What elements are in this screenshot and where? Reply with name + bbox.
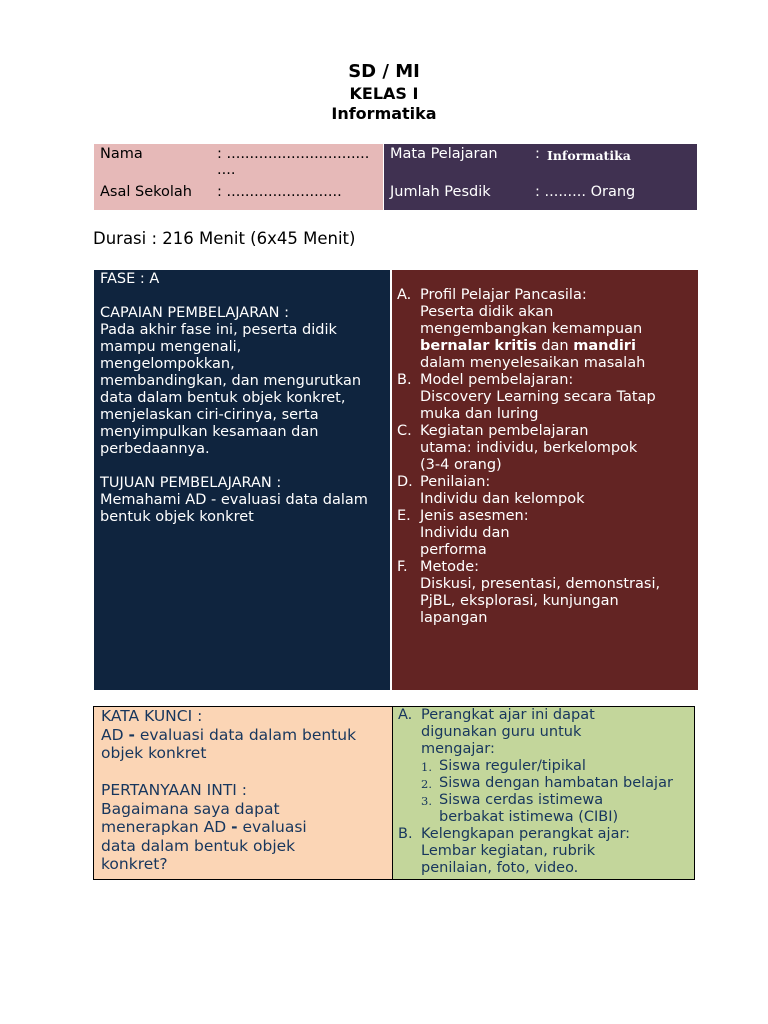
nama-label: Nama [100, 146, 143, 162]
component-item-asesmen: E. Jenis asesmen: Individu dan performa [397, 508, 529, 558]
cp-line: Pada akhir fase ini, peserta didik [100, 322, 337, 338]
component-item-kegiatan: C. Kegiatan pembelajaran utama: individu, berkelompok (3-4 orang) [397, 423, 638, 473]
cp-heading: CAPAIAN PEMBELAJARAN : [100, 305, 289, 321]
keywords-cell [94, 707, 393, 879]
nama-value-cont: .... [217, 162, 236, 178]
tools-item-a: A. Perangkat ajar ini dapat digunakan guru untuk mengajar: 1. Siswa reguler/tipikal 2. Siswa dengan hambatan belajar 3. Siswa cerdas istimewa berbakat istimewa (CIBI) [398, 707, 694, 826]
subject-title: Informatika [331, 104, 437, 123]
cp-line: perbedaannya. [100, 441, 210, 457]
jumlah-value: : ......... Orang [535, 184, 636, 200]
component-item-penilaian: D. Penilaian: Individu dan kelompok [397, 474, 585, 507]
student-type-item: 1. Siswa reguler/tipikal [421, 758, 586, 774]
learning-outcome-panel [94, 270, 390, 690]
tools-cell [393, 707, 694, 879]
mapel-label: Mata Pelajaran [390, 146, 498, 162]
mapel-value: Informatika [547, 148, 631, 163]
cp-line: menyimpulkan kesamaan dan [100, 424, 319, 440]
component-item-model: B. Model pembelajaran: Discovery Learning secara Tatap muka dan luring [397, 372, 656, 422]
school-level-title: SD / MI [348, 61, 420, 82]
cp-line: mengelompokkan, [100, 356, 235, 372]
kata-kunci-text: objek konkret [101, 744, 207, 762]
identity-left-cell [94, 144, 383, 210]
nama-value: : ............................... [217, 146, 370, 162]
cp-line: data dalam bentuk objek konkret, [100, 390, 346, 406]
pertanyaan-inti-text: data dalam bentuk objek [101, 836, 296, 855]
tp-line: bentuk objek konkret [100, 509, 254, 525]
jumlah-label: Jumlah Pesdik [390, 184, 491, 200]
identity-table [94, 144, 697, 210]
duration-text: Durasi : 216 Menit (6x45 Menit) [93, 229, 356, 248]
kata-kunci-heading: KATA KUNCI : [101, 707, 203, 725]
mapel-colon: : [535, 146, 540, 162]
pertanyaan-inti-text: menerapkan AD - evaluasi [101, 818, 307, 836]
pertanyaan-inti-text: konkret? [101, 855, 168, 873]
fase-text: FASE : A [100, 271, 160, 287]
class-title: KELAS I [349, 84, 419, 103]
pertanyaan-inti-heading: PERTANYAAN INTI : [101, 781, 248, 799]
keywords-table [93, 706, 695, 880]
cp-line: mampu mengenali, [100, 339, 242, 355]
student-type-item: 2. Siswa dengan hambatan belajar [421, 775, 673, 791]
identity-right-cell [384, 144, 697, 210]
cp-line: membandingkan, dan mengurutkan [100, 373, 362, 389]
sekolah-label: Asal Sekolah [100, 184, 192, 200]
student-type-item: 3. Siswa cerdas istimewa berbakat istimewa (CIBI) [421, 792, 619, 825]
learning-components-panel [392, 270, 698, 690]
cp-line: menjelaskan ciri-cirinya, serta [100, 407, 319, 423]
kata-kunci-text: AD - evaluasi data dalam bentuk [101, 725, 357, 744]
pertanyaan-inti-text: Bagaimana saya dapat [101, 799, 280, 818]
component-item-profil: A. Profil Pelajar Pancasila: Peserta didik akan mengembangkan kemampuan bernalar kritis dan mandiri dalam menyelesaikan masalah [397, 287, 646, 371]
tp-heading: TUJUAN PEMBELAJARAN : [100, 475, 282, 491]
tools-item-b: B. Kelengkapan perangkat ajar: Lembar kegiatan, rubrik penilaian, foto, video. [398, 826, 631, 876]
component-item-metode: F. Metode: Diskusi, presentasi, demonstrasi, PjBL, eksplorasi, kunjungan lapangan [397, 559, 661, 626]
sekolah-value: : ......................... [217, 184, 342, 200]
tp-line: Memahami AD - evaluasi data dalam [100, 492, 368, 508]
